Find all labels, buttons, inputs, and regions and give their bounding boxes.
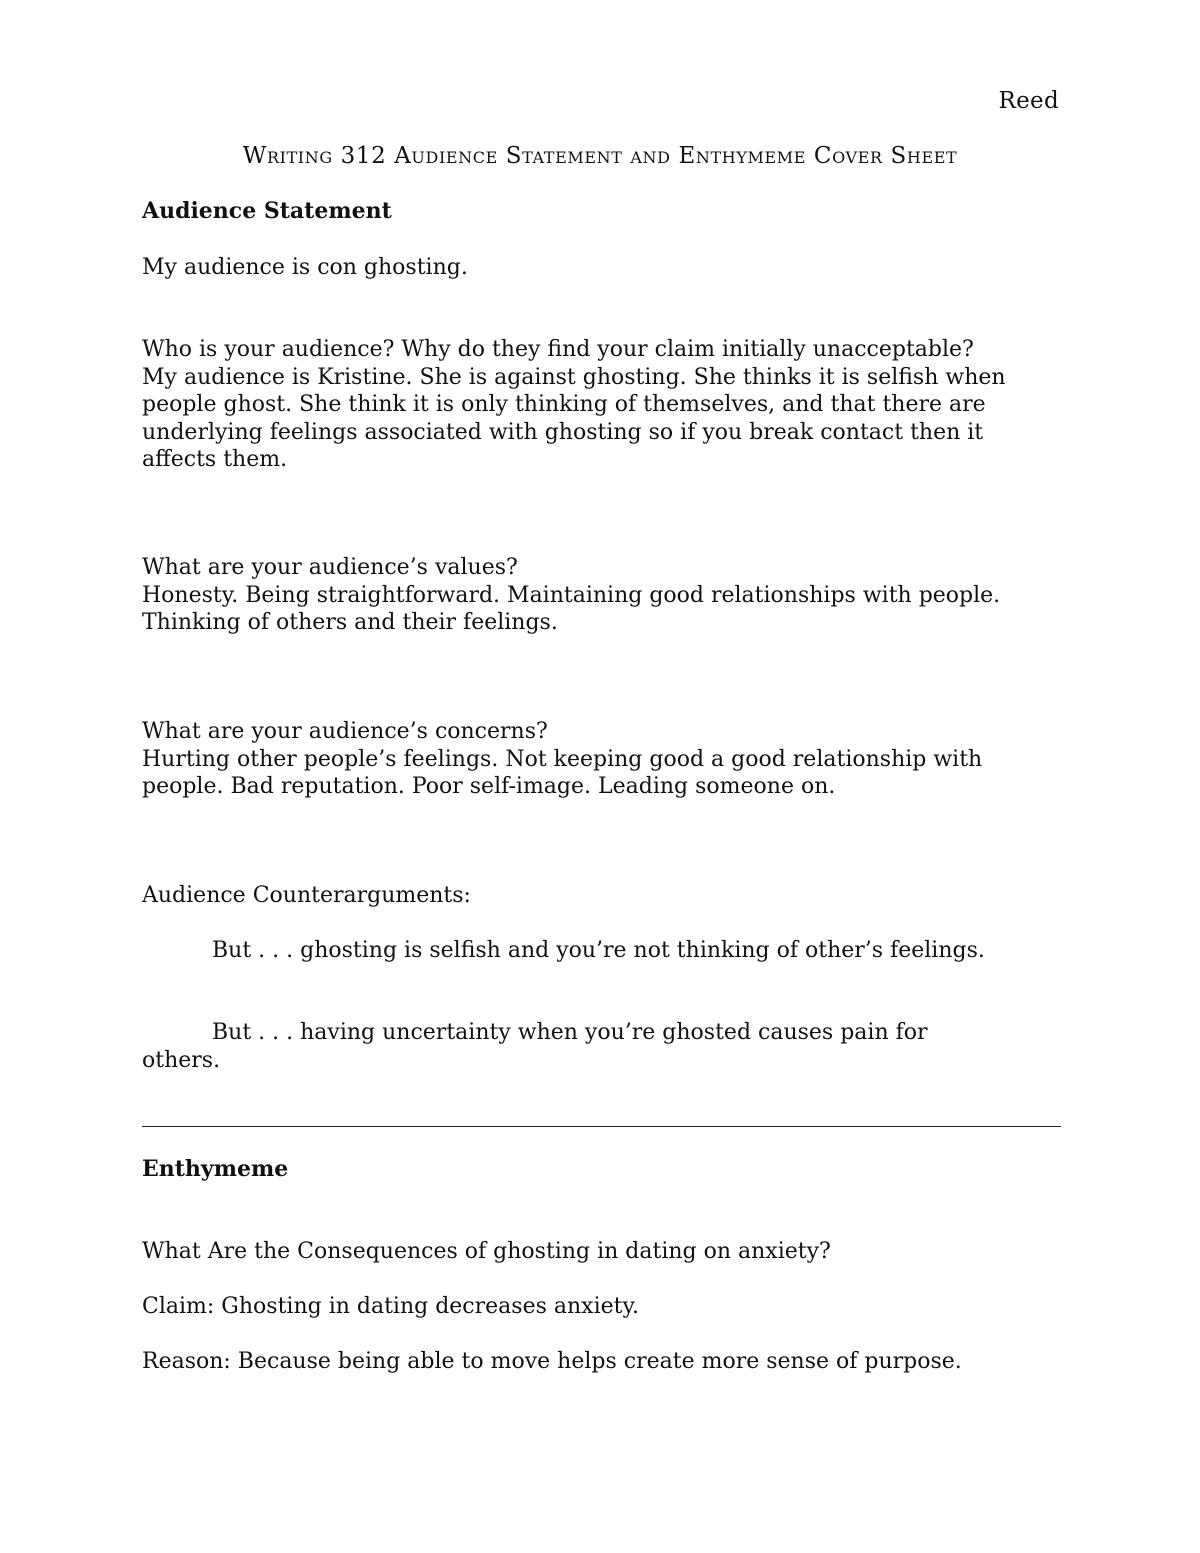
enthymeme-question: What Are the Consequences of ghosting in dating on anxiety? xyxy=(142,1239,831,1264)
audience-question-1 xyxy=(142,336,1042,474)
answer-text: My audience is Kristine. She is against ghosting. She thinks it is selfish when people ghost. She think it is only thinking of themselves, and that there are underlying feelings associated with ghosting so if you break contact then it affects them. xyxy=(142,364,1006,472)
section-divider xyxy=(142,1126,1061,1127)
counterargument-item: But . . . ghosting is selfish and you’re not thinking of other’s feelings. xyxy=(212,938,985,963)
answer-text: Honesty. Being straightforward. Maintaining good relationships with people. Thinking of others and their feelings. xyxy=(142,582,1001,635)
question-text: What are your audience’s values? xyxy=(142,555,518,580)
enthymeme-claim: Claim: Ghosting in dating decreases anxiety. xyxy=(142,1294,639,1319)
question-text: What are your audience’s concerns? xyxy=(142,719,548,744)
author-name: Reed xyxy=(998,88,1059,114)
audience-question-3 xyxy=(142,718,1052,801)
counterargument-item: But . . . having uncertainty when you’re ghosted causes pain for others. xyxy=(142,1020,928,1073)
page-title: Writing 312 Audience Statement and Enthymeme Cover Sheet xyxy=(242,143,958,169)
audience-statement-heading: Audience Statement xyxy=(142,198,392,224)
audience-question-2 xyxy=(142,554,1002,637)
answer-text: Hurting other people’s feelings. Not keeping good a good relationship with people. Bad reputation. Poor self-image. Leading someone on. xyxy=(142,746,983,799)
question-text: Who is your audience? Why do they find your claim initially unacceptable? xyxy=(142,337,974,362)
enthymeme-reason: Reason: Because being able to move helps create more sense of purpose. xyxy=(142,1349,962,1374)
counterarguments-label: Audience Counterarguments: xyxy=(142,883,471,908)
enthymeme-heading: Enthymeme xyxy=(142,1156,289,1182)
audience-intro: My audience is con ghosting. xyxy=(142,255,468,280)
